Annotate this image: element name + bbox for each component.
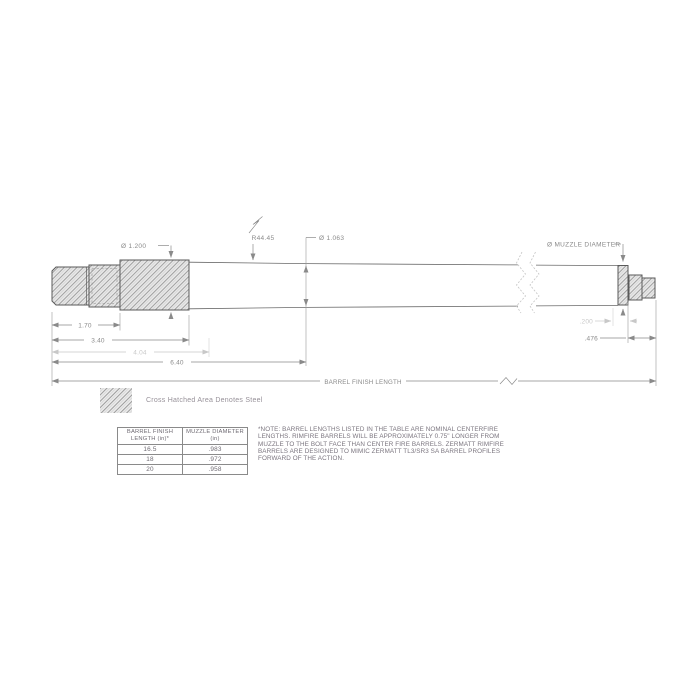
- table-header-barrel-finish-length: [118, 428, 183, 445]
- collar-section: [89, 265, 120, 307]
- footnote-line: LENGTHS. RIMFIRE BARRELS WILL BE APPROXIMATELY 0.75" LONGER FROM: [258, 433, 500, 441]
- dim-text-3-40: 3.40: [91, 337, 105, 345]
- footnote-line: *NOTE: BARREL LENGTHS LISTED IN THE TABLE ARE NOMINAL CENTERFIRE: [258, 426, 499, 433]
- muzzle-cap-section-2: [642, 278, 655, 298]
- label-muzzle-diameter: Ø MUZZLE DIAMETER: [547, 241, 621, 249]
- hatch-swatch-icon: [100, 388, 132, 413]
- dim-text-476: .476: [584, 335, 598, 343]
- shank-section: [120, 260, 189, 310]
- barrel-taper-top: [189, 262, 618, 265]
- tenon-section: [52, 267, 90, 305]
- cell-diameter: .983: [183, 445, 248, 455]
- callout-leaders: [158, 217, 623, 320]
- cell-diameter: .958: [183, 465, 248, 475]
- legend-label: Cross Hatched Area Denotes Steel: [146, 397, 263, 404]
- dim-text-200: .200: [579, 318, 593, 326]
- cell-length: 18: [118, 455, 183, 465]
- footnote-line: MUZZLE TO THE BOLT FACE THAN CENTER FIRE BARRELS. ZERMATT RIMFIRE: [258, 440, 504, 448]
- label-dia-1063: Ø 1.063: [319, 235, 345, 242]
- header-line: LENGTH (in)*: [130, 436, 170, 442]
- muzzle-band-section: [618, 266, 628, 306]
- callout-labels: [121, 235, 620, 250]
- table-row: [118, 445, 248, 455]
- header-line: (in): [210, 436, 220, 442]
- dim-text-6-40: 6.40: [170, 359, 184, 367]
- break-line-icon: [517, 252, 526, 313]
- dim-text-4-04: 4.04: [133, 349, 147, 357]
- table-header-row: [118, 428, 248, 445]
- break-line-icon: [530, 252, 539, 313]
- footnote-line: FORWARD OF THE ACTION.: [258, 455, 345, 463]
- header-line: BARREL FINISH: [126, 429, 174, 436]
- table-header-muzzle-diameter: [183, 428, 248, 445]
- hatch-legend: [100, 388, 263, 413]
- table-row: [118, 455, 248, 465]
- footnote-line: BARRELS ARE DESIGNED TO MIMIC ZERMATT TL3/SR3 SA BARREL PROFILES: [258, 448, 501, 456]
- header-line: MUZZLE DIAMETER: [186, 429, 244, 436]
- muzzle-cap-section-1: [629, 275, 642, 300]
- barrel-taper-bottom: [189, 305, 618, 308]
- dimension-texts: [72, 319, 598, 387]
- label-r4445: R44.45: [251, 235, 275, 242]
- cell-diameter: .972: [183, 455, 248, 465]
- cell-length: 20: [118, 465, 183, 475]
- barrel-part: [52, 252, 655, 313]
- footnote: [258, 426, 504, 463]
- barrel-spec-table: [117, 427, 248, 475]
- dim-text-1-70: 1.70: [78, 322, 92, 330]
- label-dia-1200: Ø 1.200: [121, 243, 147, 250]
- flag-note-icon: [249, 217, 263, 234]
- table-row: [118, 465, 248, 475]
- dim-text-barrel-finish-length: BARREL FINISH LENGTH: [324, 379, 402, 386]
- cell-length: 16.5: [118, 445, 183, 455]
